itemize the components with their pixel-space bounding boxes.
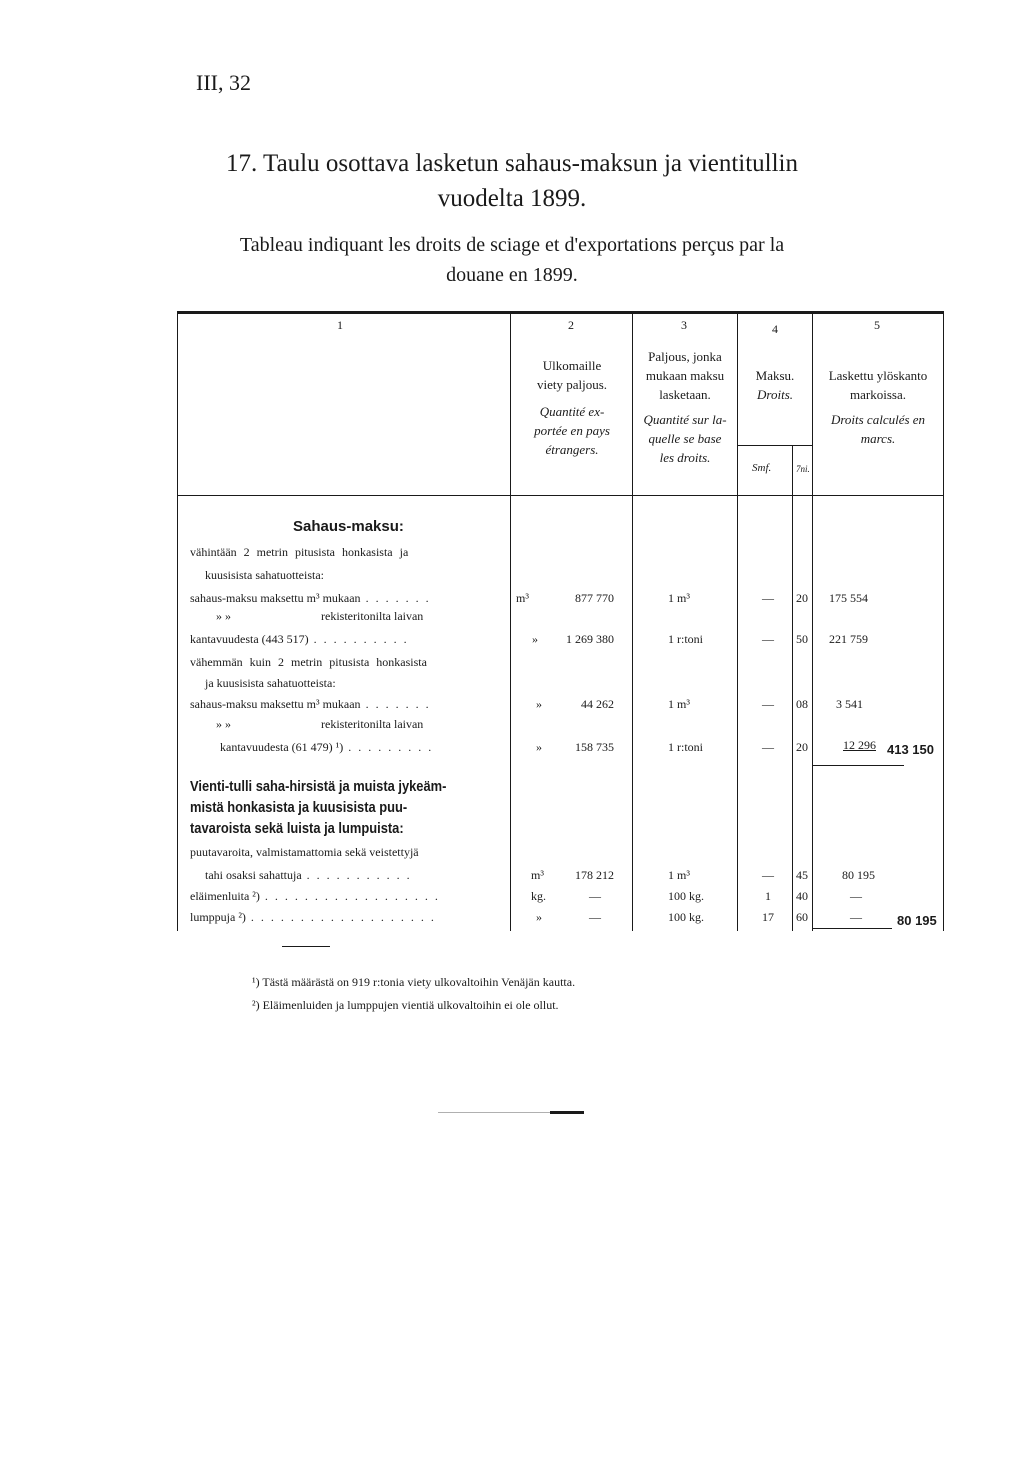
- row-unit: m³: [531, 868, 544, 882]
- column-4-markka-label: Smf.: [752, 462, 772, 474]
- row-label: kantavuudesta (61 479) ¹) . . . . . . . . .: [220, 740, 434, 754]
- section-heading-text: Vienti-tulli saha-hirsistä ja muista jykeäm-: [190, 778, 447, 795]
- subtotal-rule-2: [812, 928, 892, 929]
- row-penni: 08: [796, 697, 808, 711]
- row-penni: 40: [796, 889, 808, 903]
- row-amount: —: [850, 910, 862, 924]
- col5-fr-2: marcs.: [860, 431, 896, 446]
- row-quantity: 1 269 380: [566, 632, 614, 646]
- footnote-separator: [282, 946, 330, 947]
- row-quantity: —: [589, 889, 601, 903]
- row-markka: 1: [765, 889, 771, 903]
- row-quantity: 877 770: [575, 591, 614, 605]
- group-intro: kuusisista sahatuotteista:: [205, 568, 324, 582]
- row-amount: 12 296: [843, 738, 876, 752]
- col3-fr-2: quelle se base: [648, 431, 722, 446]
- col3-fi-3: lasketaan.: [659, 387, 711, 402]
- row-penni: 20: [796, 591, 808, 605]
- column-divider-3-4: [737, 311, 738, 931]
- col5-fr-1: Droits calculés en: [830, 412, 926, 427]
- header-bottom-rule: [177, 495, 944, 496]
- table-top-rule: [177, 311, 944, 314]
- section-heading-text: mistä honkasista ja kuusisista puu-: [190, 799, 408, 816]
- row-label-text: eläimenluita ²): [190, 889, 260, 903]
- section-heading-line-2: [190, 799, 443, 816]
- end-rule-light: [438, 1112, 550, 1113]
- row-unit: »: [536, 697, 542, 711]
- group-intro: ja kuusisista sahatuotteista:: [205, 676, 336, 690]
- col2-fi-2: viety paljous.: [536, 377, 608, 392]
- row-quantity: 178 212: [575, 868, 614, 882]
- column-3-header: [633, 347, 737, 467]
- row-unit: kg.: [531, 889, 546, 903]
- row-label: sahaus-maksu maksettu m³ mukaan . . . . . . .: [190, 697, 431, 711]
- column-4-header: [738, 366, 812, 404]
- col4-fi: Maksu.: [755, 368, 795, 383]
- row-base: 1 r:toni: [668, 740, 703, 754]
- row-ditto-mark: » »: [216, 717, 231, 731]
- section-total: 80 195: [897, 913, 937, 928]
- col2-fi-1: Ulkomaille: [542, 358, 602, 373]
- row-penni: 20: [796, 740, 808, 754]
- row-label-text: sahaus-maksu maksettu m³ mukaan: [190, 697, 361, 711]
- col5-fi-1: Laskettu ylöskanto: [828, 368, 928, 383]
- row-markka: —: [762, 632, 774, 646]
- row-label: kantavuudesta (443 517) . . . . . . . . . .: [190, 632, 409, 646]
- row-label-line-1: rekisteritonilta laivan: [321, 717, 424, 731]
- column-4-penni-label: 7ni.: [796, 464, 810, 474]
- row-quantity: 44 262: [581, 697, 614, 711]
- row-ditto-mark: » »: [216, 609, 231, 623]
- col2-fr-2: portée en pays: [534, 423, 610, 438]
- row-unit: »: [532, 632, 538, 646]
- row-label-text: sahaus-maksu maksettu m³ mukaan: [190, 591, 361, 605]
- title-finnish-line-1: 17. Taulu osottava lasketun sahaus-maksun ja vientitullin: [226, 150, 798, 177]
- section-heading-sahaus-maksu: Sahaus-maksu:: [293, 518, 404, 535]
- row-markka: 17: [762, 910, 774, 924]
- col2-fr-3: étrangers.: [545, 442, 599, 457]
- row-quantity: —: [589, 910, 601, 924]
- row-label-text: lumppuja ²): [190, 910, 246, 924]
- subtotal-rule-1: [812, 765, 904, 766]
- col3-fr-1: Quantité sur la-: [643, 412, 727, 427]
- row-amount: 80 195: [842, 868, 875, 882]
- end-rule-dark: [550, 1111, 584, 1114]
- col2-fr-1: Quantité ex-: [539, 404, 605, 419]
- group-intro: vähemmän kuin 2 metrin pitusista honkasista: [190, 655, 427, 669]
- row-unit: m³: [516, 591, 529, 605]
- row-base: 1 m³: [668, 868, 690, 882]
- row-markka: —: [762, 591, 774, 605]
- section-heading-text: tavaroista sekä luista ja lumpuista:: [190, 820, 404, 837]
- row-penni: 60: [796, 910, 808, 924]
- row-label-line-1: rekisteritonilta laivan: [321, 609, 424, 623]
- row-amount: —: [850, 889, 862, 903]
- row-markka: —: [762, 740, 774, 754]
- group-intro: puutavaroita, valmistamattomia sekä veistettyjä: [190, 845, 419, 859]
- row-amount: 175 554: [829, 591, 868, 605]
- title-french-line-2: douane en 1899.: [446, 264, 578, 286]
- row-penni: 45: [796, 868, 808, 882]
- column-4-mk-p-divider: [792, 445, 793, 931]
- column-5-header: [812, 366, 944, 448]
- row-unit: »: [536, 740, 542, 754]
- col3-fr-3: les droits.: [659, 450, 711, 465]
- column-divider-1-2: [510, 311, 511, 931]
- row-markka: —: [762, 868, 774, 882]
- section-heading-line-1: [190, 778, 488, 795]
- row-base: 100 kg.: [668, 910, 704, 924]
- row-label: sahaus-maksu maksettu m³ mukaan . . . . . . .: [190, 591, 431, 605]
- row-label-text: kantavuudesta (61 479) ¹): [220, 740, 344, 754]
- section-total: 413 150: [887, 742, 934, 757]
- footnote-text: Eläimenluiden ja lumppujen vientiä ulkovaltoihin ei ole ollut.: [262, 998, 559, 1012]
- row-amount: 3 541: [836, 697, 863, 711]
- row-unit: »: [536, 910, 542, 924]
- column-2-header: [512, 356, 632, 459]
- row-quantity: 158 735: [575, 740, 614, 754]
- column-number-5: 5: [874, 318, 880, 332]
- footnote-mark: ¹): [252, 975, 260, 989]
- row-label: lumppuja ²) . . . . . . . . . . . . . . . . . . .: [190, 910, 436, 924]
- row-label: eläimenluita ²) . . . . . . . . . . . . . . . . . .: [190, 889, 440, 903]
- column-number-1: 1: [337, 318, 343, 332]
- row-label-text: kantavuudesta (443 517): [190, 632, 309, 646]
- footnote-2: [252, 998, 559, 1013]
- column-number-3: 3: [681, 318, 687, 332]
- table-left-border: [177, 311, 178, 931]
- title-finnish-line-2: vuodelta 1899.: [437, 185, 587, 212]
- section-heading-line-3: [190, 820, 438, 837]
- column-number-4: 4: [772, 322, 778, 336]
- row-base: 1 m³: [668, 591, 690, 605]
- column-number-2: 2: [568, 318, 574, 332]
- title-french-line-1: Tableau indiquant les droits de sciage et d'exportations perçus par la: [239, 234, 785, 256]
- col3-fi-2: mukaan maksu: [645, 368, 725, 383]
- col4-fr: Droits.: [757, 387, 793, 402]
- row-base: 1 r:toni: [668, 632, 703, 646]
- row-label-text: tahi osaksi sahattuja: [205, 868, 302, 882]
- row-markka: —: [762, 697, 774, 711]
- row-base: 100 kg.: [668, 889, 704, 903]
- row-penni: 50: [796, 632, 808, 646]
- row-label: tahi osaksi sahattuja . . . . . . . . . . .: [205, 868, 412, 882]
- group-intro: vähintään 2 metrin pitusista honkasista ja: [190, 545, 409, 559]
- page-number: III, 32: [196, 70, 251, 95]
- col3-fi-1: Paljous, jonka: [648, 349, 722, 364]
- column-4-subheader-rule: [737, 445, 812, 446]
- col5-fi-2: markoissa.: [850, 387, 906, 402]
- footnote-mark: ²): [252, 998, 260, 1012]
- row-amount: 221 759: [829, 632, 868, 646]
- footnote-text: Tästä määrästä on 919 r:tonia viety ulkovaltoihin Venäjän kautta.: [262, 975, 576, 989]
- footnote-1: [252, 975, 575, 990]
- row-base: 1 m³: [668, 697, 690, 711]
